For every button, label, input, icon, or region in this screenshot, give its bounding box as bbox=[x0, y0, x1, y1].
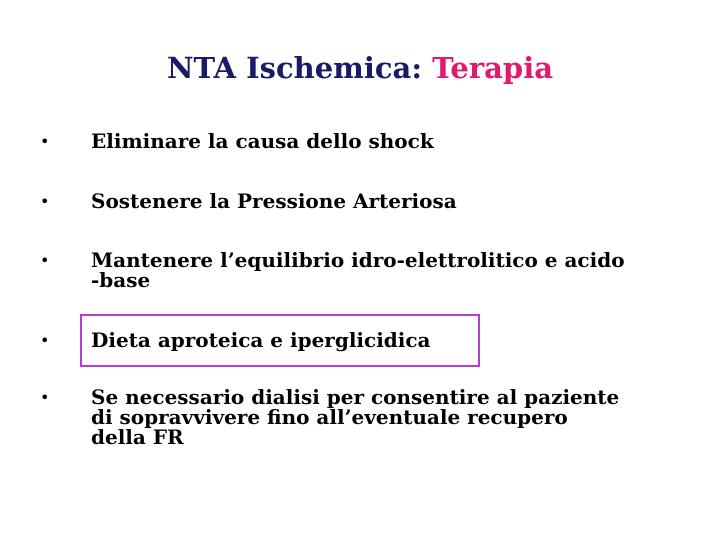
bullet-dot-icon: • bbox=[40, 192, 50, 211]
bullet-dot-icon: • bbox=[40, 251, 50, 270]
bullet-text: Dieta aproteica e iperglicidica bbox=[91, 328, 431, 352]
bullet-text: Mantenere l’equilibrio idro-elettrolitico e acido -base bbox=[91, 248, 625, 292]
bullet-dot-icon: • bbox=[40, 331, 50, 350]
bullet-dot-icon: • bbox=[40, 388, 50, 407]
bullet-dot-icon: • bbox=[40, 132, 50, 151]
bullet-text: Eliminare la causa dello shock bbox=[91, 129, 434, 153]
slide-title-accent: Terapia bbox=[432, 51, 553, 85]
slide-title-main: NTA Ischemica: bbox=[167, 51, 433, 85]
bullet-text: Sostenere la Pressione Arteriosa bbox=[91, 189, 457, 213]
bullet-text: Se necessario dialisi per consentire al paziente di sopravvivere fino all’eventuale recupero della FR bbox=[91, 385, 620, 449]
